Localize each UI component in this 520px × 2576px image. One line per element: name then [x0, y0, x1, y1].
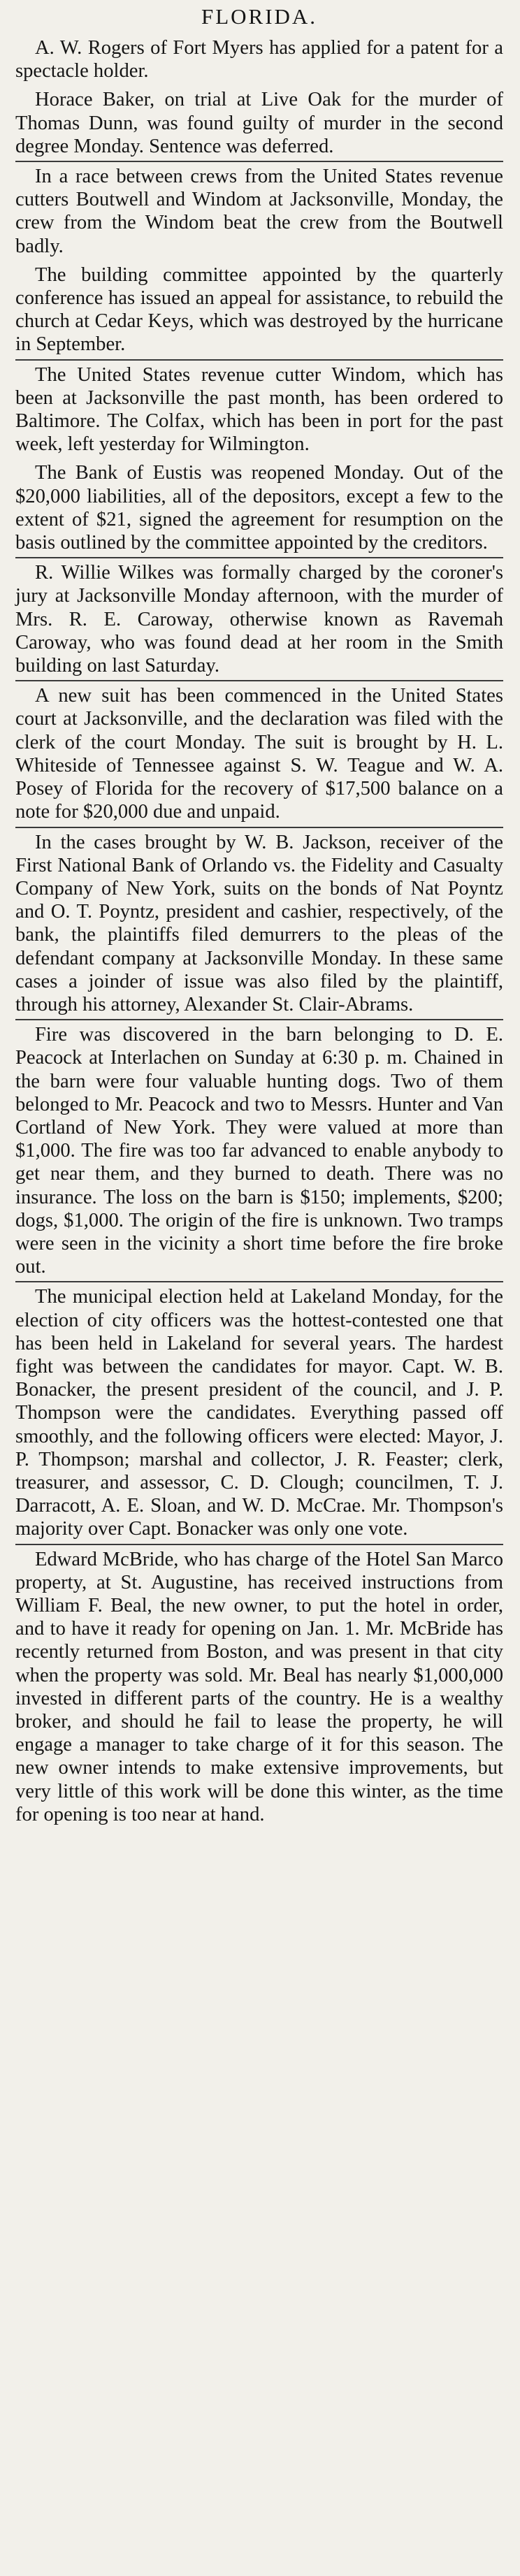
news-item-bank-of-eustis: The Bank of Eustis was reopened Monday. Out of the $20,000 liabilities, all of the depositors, except a few to the extent of $21, signed the agreement for resumption on the basis outlined by the committee appointed by the creditors. [15, 462, 503, 554]
news-item-baker-trial: Horace Baker, on trial at Live Oak for the murder of Thomas Dunn, was found guilty of murder in the second degree Monday. Sentence was deferred. [15, 89, 503, 157]
news-item-cedar-keys-church: The building committee appointed by the quarterly conference has issued an appeal for assistance, to rebuild the church at Cedar Keys, which was destroyed by the hurricane in September. [15, 263, 503, 356]
news-item-hotel-san-marco: Edward McBride, who has charge of the Hotel San Marco property, at St. Augustine, has received instructions from William F. Beal, the new owner, to put the hotel in order, and to have it ready for opening on Jan. 1. Mr. McBride has recently returned from Boston, and was present in that city when the property was sold. Mr. Beal has nearly $1,000,000 invested in different parts of the country. He is a wealthy broker, and should he fail to lease the property, he will engage a manager to take charge of it for this season. The new owner intends to make extensive improvements, but very little of this work will be done this winter, as the time for opening is too near at hand. [15, 1548, 503, 1825]
news-item-jackson-cases: In the cases brought by W. B. Jackson, receiver of the First National Bank of Orlando vs. the Fidelity and Casualty Company of New York, suits on the bonds of Nat Poyntz and O. T. Poyntz, president and cashier, respectively, of the bank, the plaintiffs filed demurrers to the pleas of the defendant company at Jacksonville Monday. In these same cases a joinder of issue was also filed by the plaintiff, through his attorney, Alexander St. Clair-Abrams. [15, 831, 503, 1015]
news-item-cutter-windom: The United States revenue cutter Windom, which has been at Jacksonville the past month, has been ordered to Baltimore. The Colfax, which has been in port for the past week, left yesterday for Wilmington. [15, 363, 503, 456]
news-item-wilkes-charged: R. Willie Wilkes was formally charged by the coroner's jury at Jacksonville Monday afternoon, with the murder of Mrs. R. E. Caroway, otherwise known as Ravemah Caroway, who was found dead at her room in the Smith building on last Saturday. [15, 562, 503, 677]
news-item-lakeland-election: The municipal election held at Lakeland Monday, for the election of city officers was the hottest-contested one that has been held in Lakeland for several years. The hardest fight was between the candidates for mayor. Capt. W. B. Bonacker, the present president of the council, and J. P. Thompson were the candidates. Everything passed off smoothly, and the following officers were elected: Mayor, J. P. Thompson; marshal and collector, J. R. Feaster; clerk, treasurer, and assessor, C. D. Clough; councilmen, T. J. Darracott, A. E. Sloan, and W. D. McCrae. Mr. Thompson's majority over Capt. Bonacker was only one vote. [15, 1286, 503, 1540]
section-heading: FLORIDA. [201, 4, 318, 29]
news-item-barn-fire: Fire was discovered in the barn belonging to D. E. Peacock at Interlachen on Sunday at 6:30 p. m. Chained in the barn were four valuable hunting dogs. Two of them belonged to Mr. Peacock and two to Messrs. Hunter and Van Cortland of New York. They were valued at more than $1,000. The fire was too far advanced to enable anybody to get near them, and they burned to death. There was no insurance. The loss on the barn is $150; implements, $200; dogs, $1,000. The origin of the fire is unknown. Two tramps were seen in the vicinity a short time before the fire broke out. [15, 1024, 503, 1278]
news-item-crew-race: In a race between crews from the United States revenue cutters Boutwell and Windom at Jacksonville, Monday, the crew from the Windom beat the crew from the Boutwell badly. [15, 166, 503, 257]
news-item-patent: A. W. Rogers of Fort Myers has applied for a patent for a spectacle holder. [15, 37, 503, 82]
news-item-whiteside-suit: A new suit has been commenced in the United States court at Jacksonville, and the declaration was filed with the clerk of the court Monday. The suit is brought by H. L. Whiteside of Tennessee against S. W. Teague and W. A. Posey of Florida for the recovery of $17,500 balance on a note for $20,000 due and unpaid. [15, 685, 503, 823]
